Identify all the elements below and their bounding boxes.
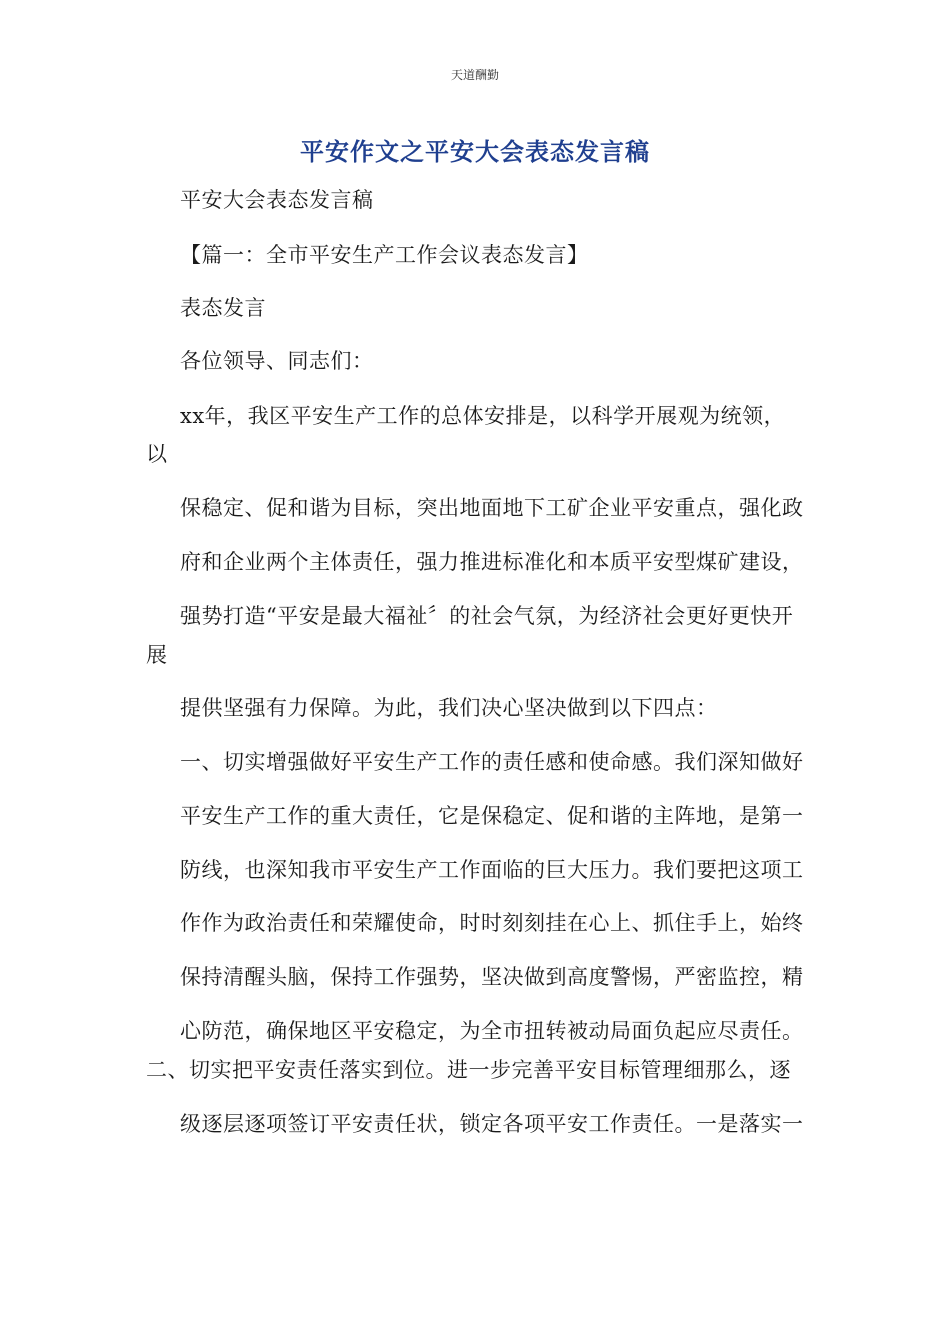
body-line: xx年，我区平安生产工作的总体安排是，以科学开展观为统领，	[180, 404, 786, 428]
body-line: 作作为政治责任和荣耀使命，时时刻刻挂在心上、抓住手上，始终	[180, 911, 804, 935]
header-watermark-text: 天道酬勤	[450, 68, 499, 82]
body-line-wrap: 以	[146, 442, 168, 466]
body-line: 保稳定、促和谐为目标，突出地面地下工矿企业平安重点，强化政	[180, 496, 804, 520]
body-line: 府和企业两个主体责任，强力推进标准化和本质平安型煤矿建设，	[180, 550, 804, 574]
section-heading: 【篇一：全市平安生产工作会议表态发言】	[180, 243, 589, 267]
body-line: 提供坚强有力保障。为此，我们决心坚决做到以下四点：	[180, 696, 718, 720]
body-line: 防线，也深知我市平安生产工作面临的巨大压力。我们要把这项工	[180, 858, 804, 882]
body-line: 保持清醒头脑，保持工作强势，坚决做到高度警惕，严密监控，精	[180, 965, 804, 989]
subtitle-line: 平安大会表态发言稿	[180, 188, 374, 212]
body-line: 一、切实增强做好平安生产工作的责任感和使命感。我们深知做好	[180, 750, 804, 774]
body-line: 表态发言	[180, 296, 266, 320]
body-line-wrap: 展	[146, 643, 168, 667]
salutation-line: 各位领导、同志们：	[180, 349, 374, 373]
body-line: 级逐层逐项签订平安责任状，锁定各项平安工作责任。一是落实一	[180, 1112, 804, 1136]
body-line: 强势打造“平安是最大福祉〞的社会气氛，为经济社会更好更快开	[180, 604, 794, 628]
body-line: 平安生产工作的重大责任，它是保稳定、促和谐的主阵地，是第一	[180, 804, 804, 828]
body-line: 二、切实把平安责任落实到位。进一步完善平安目标管理细那么，逐	[146, 1058, 791, 1082]
body-line: 心防范，确保地区平安稳定，为全市扭转被动局面负起应尽责任。	[180, 1019, 804, 1043]
document-title: 平安作文之平安大会表态发言稿	[300, 138, 650, 166]
